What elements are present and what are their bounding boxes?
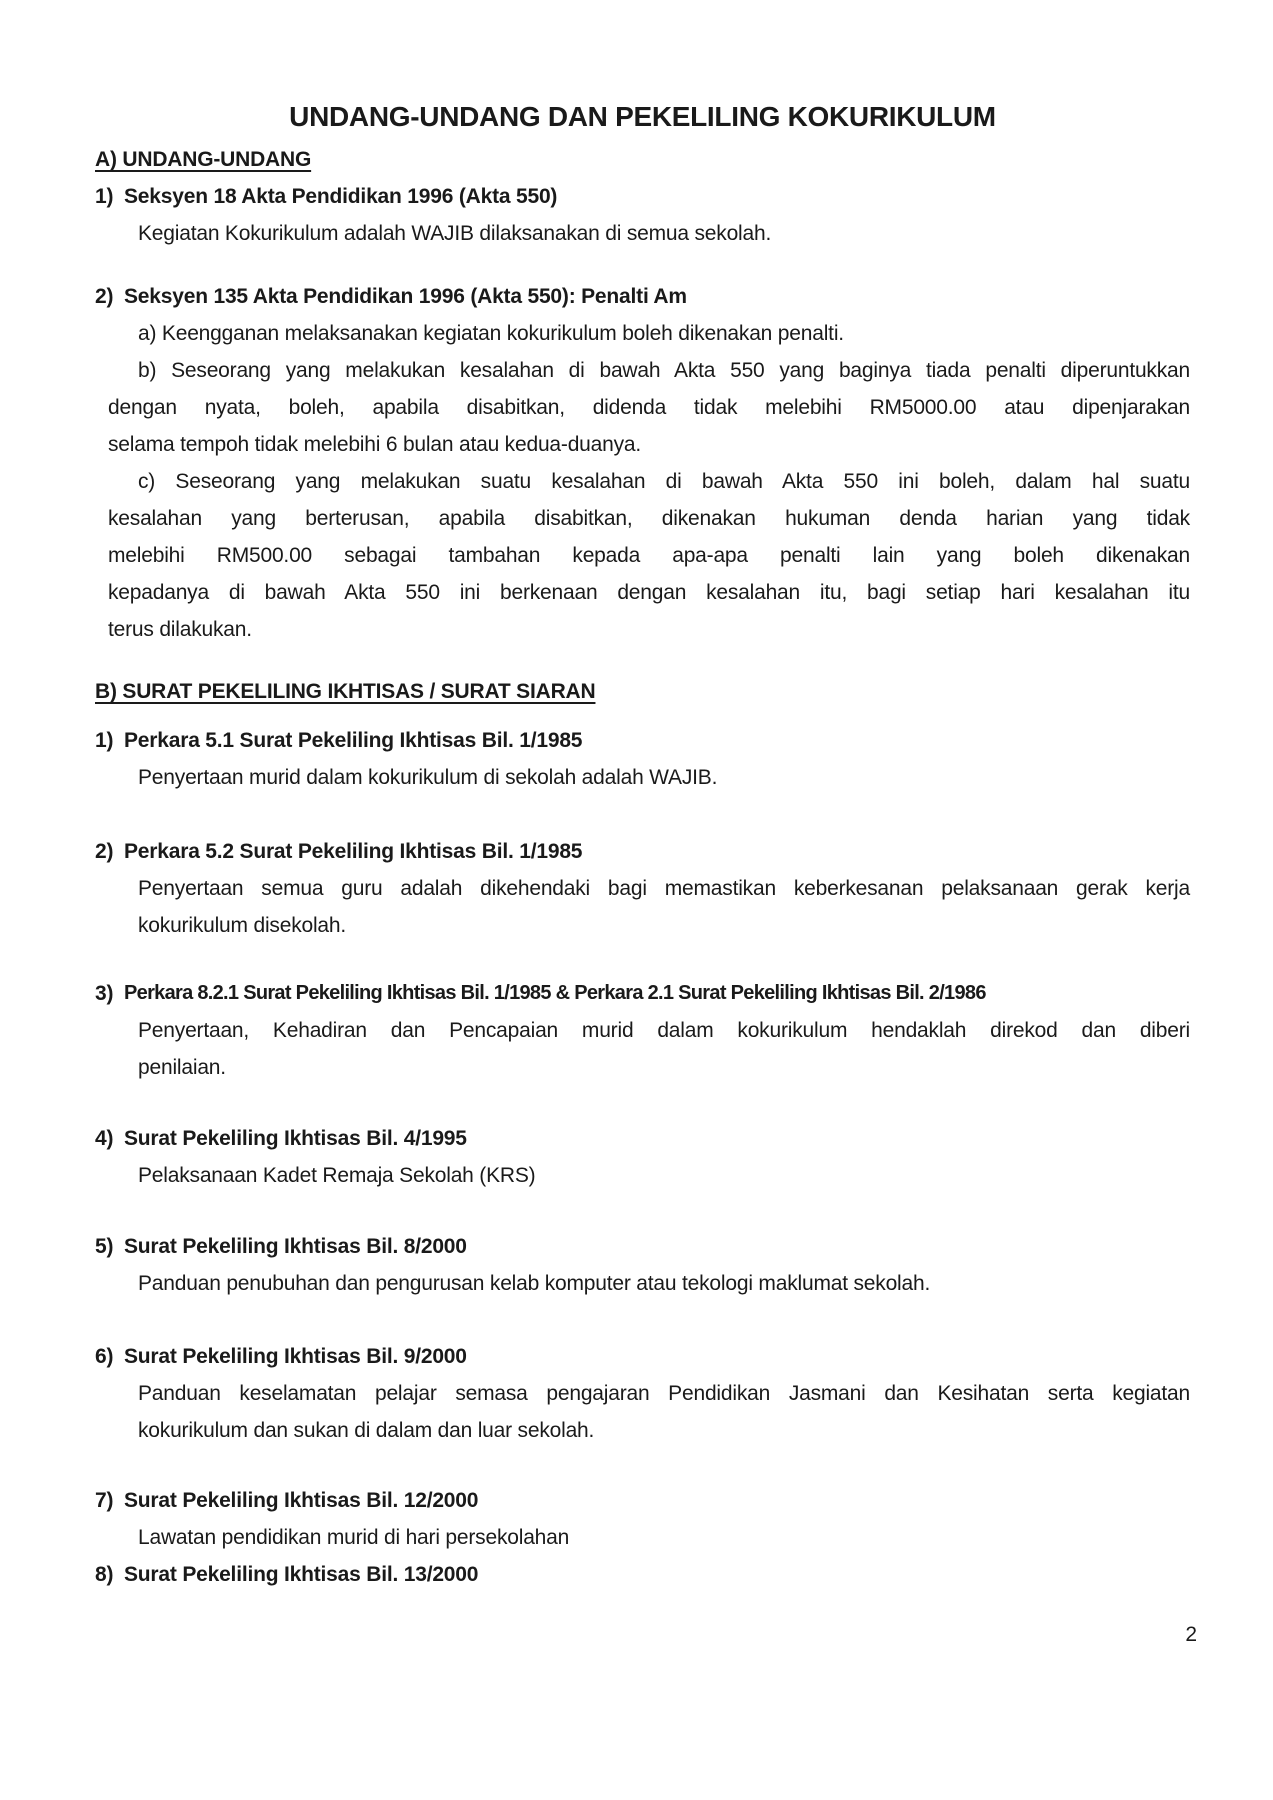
item-number: 7) [95, 1489, 114, 1512]
section-b-item-5-body: Panduan penubuhan dan pengurusan kelab komputer atau tekologi maklumat sekolah. [138, 1272, 931, 1295]
section-b-item-3-heading [95, 975, 1190, 1012]
item-body-line: Penyertaan, Kehadiran dan Pencapaian murid dalam kokurikulum hendaklah direkod dan diberi [138, 1019, 1190, 1042]
section-b-item-2-heading [95, 833, 1190, 870]
item-heading: Surat Pekeliling Ikhtisas Bil. 9/2000 [124, 1345, 467, 1368]
item-heading: Perkara 8.2.1 Surat Pekeliling Ikhtisas Bil. 1/1985 & Perkara 2.1 Surat Pekeliling Ikhtisas Bil. 2/1986 [124, 982, 986, 1004]
item-heading: Seksyen 135 Akta Pendidikan 1996 (Akta 550): Penalti Am [124, 285, 687, 308]
section-b-heading-text: B) SURAT PEKELILING IKHTISAS / SURAT SIARAN [95, 680, 596, 703]
item-body-line: kesalahan yang berterusan, apabila disabitkan, dikenakan hukuman denda harian yang tidak [108, 507, 1190, 530]
item-number: 6) [95, 1345, 114, 1368]
item-number: 4) [95, 1127, 114, 1150]
item-heading: Surat Pekeliling Ikhtisas Bil. 12/2000 [124, 1489, 479, 1512]
section-a-item-1-body: Kegiatan Kokurikulum adalah WAJIB dilaksanakan di semua sekolah. [138, 222, 772, 245]
document-title: UNDANG-UNDANG DAN PEKELILING KOKURIKULUM [289, 101, 996, 132]
item-number: 2) [95, 285, 114, 308]
item-number: 1) [95, 729, 114, 752]
item-number: 3) [95, 982, 114, 1005]
section-a-heading-text: A) UNDANG-UNDANG [95, 148, 312, 171]
item-heading: Surat Pekeliling Ikhtisas Bil. 13/2000 [124, 1563, 479, 1586]
section-b-item-1-body: Penyertaan murid dalam kokurikulum di sekolah adalah WAJIB. [138, 766, 718, 789]
section-b-heading [95, 673, 1190, 710]
item-body-line: kokurikulum disekolah. [138, 914, 347, 937]
item-body-line: selama tempoh tidak melebihi 6 bulan atau kedua-duanya. [108, 433, 642, 456]
item-number: 8) [95, 1563, 114, 1586]
item-body-line: c) Seseorang yang melakukan suatu kesalahan di bawah Akta 550 ini boleh, dalam hal suatu [138, 470, 1190, 493]
section-b-item-4-body: Pelaksanaan Kadet Remaja Sekolah (KRS) [138, 1164, 536, 1187]
item-body-line: kokurikulum dan sukan di dalam dan luar sekolah. [138, 1419, 595, 1442]
section-b-item-7-heading [95, 1482, 1190, 1519]
section-b-item-4-heading [95, 1120, 1190, 1157]
section-a-item-1-heading [95, 178, 1190, 215]
item-body-line: dengan nyata, boleh, apabila disabitkan, didenda tidak melebihi RM5000.00 atau dipenjarakan [108, 396, 1190, 419]
item-body-line: melebihi RM500.00 sebagai tambahan kepada apa-apa penalti lain yang boleh dikenakan [108, 544, 1190, 567]
document-content [0, 97, 1273, 1593]
item-heading: Perkara 5.2 Surat Pekeliling Ikhtisas Bil. 1/1985 [124, 840, 583, 863]
item-body-line: Penyertaan semua guru adalah dikehendaki bagi memastikan keberkesanan pelaksanaan gerak kerja [138, 877, 1190, 900]
sub-item-a: a) Keengganan melaksanakan kegiatan kokurikulum boleh dikenakan penalti. [138, 322, 844, 345]
section-b-item-1-heading [95, 722, 1190, 759]
page-number: 2 [1185, 1623, 1197, 1646]
item-heading: Surat Pekeliling Ikhtisas Bil. 8/2000 [124, 1235, 467, 1258]
item-number: 1) [95, 185, 114, 208]
sub-item-b [95, 352, 1190, 463]
item-heading: Surat Pekeliling Ikhtisas Bil. 4/1995 [124, 1127, 467, 1150]
item-number: 5) [95, 1235, 114, 1258]
section-b-item-7-body: Lawatan pendidikan murid di hari persekolahan [138, 1526, 570, 1549]
item-number: 2) [95, 840, 114, 863]
section-a-item-2-heading [95, 278, 1190, 315]
sub-item-c [95, 463, 1190, 648]
section-b-item-8-heading [95, 1556, 1190, 1593]
item-body-line: Panduan keselamatan pelajar semasa pengajaran Pendidikan Jasmani dan Kesihatan serta kegiatan [138, 1382, 1190, 1405]
item-heading: Seksyen 18 Akta Pendidikan 1996 (Akta 550) [124, 185, 558, 208]
item-body-line: b) Seseorang yang melakukan kesalahan di bawah Akta 550 yang baginya tiada penalti diperuntukkan [138, 359, 1190, 382]
item-body-line: kepadanya di bawah Akta 550 ini berkenaan dengan kesalahan itu, bagi setiap hari kesalahan itu [108, 581, 1190, 604]
section-b-item-5-heading [95, 1228, 1190, 1265]
section-a-heading [95, 141, 1190, 178]
item-body-line: penilaian. [138, 1056, 226, 1079]
item-body-line: terus dilakukan. [108, 618, 252, 641]
item-heading: Perkara 5.1 Surat Pekeliling Ikhtisas Bil. 1/1985 [124, 729, 583, 752]
section-b-item-6-heading [95, 1338, 1190, 1375]
